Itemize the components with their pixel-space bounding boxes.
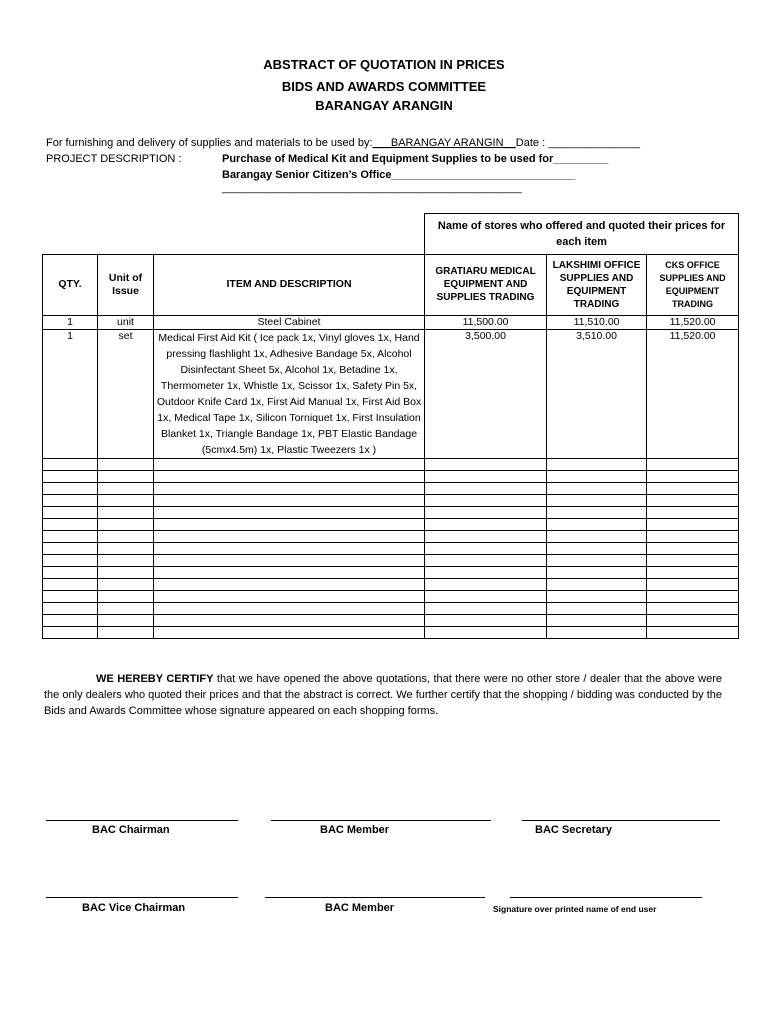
row-unit: unit [98,315,154,329]
column-header-row [43,254,739,315]
row-price-3: 11,520.00 [647,329,739,458]
signature-line [522,820,720,821]
bac-chairman-label: BAC Chairman [92,824,170,836]
row-price-3: 11,520.00 [647,315,739,329]
furnish-by: ___BARANGAY ARANGIN__ [372,137,516,149]
empty-row [43,542,739,554]
row-qty: 1 [43,315,98,329]
col-unit: Unit of Issue [98,254,154,315]
signature-line [271,820,491,821]
document-title: ABSTRACT OF QUOTATION IN PRICES [263,57,505,72]
row-unit: set [98,329,154,458]
col-qty: QTY. [43,254,98,315]
col-item: ITEM AND DESCRIPTION [154,254,425,315]
empty-row [43,470,739,482]
stores-header-row [43,214,739,255]
row-price-1: 11,500.00 [425,315,547,329]
furnish-prefix: For furnishing and delivery of supplies and materials to be used by: [46,137,373,149]
signature-line [46,820,238,821]
project-label: PROJECT DESCRIPTION : [46,153,182,165]
certification-paragraph [44,671,722,719]
signature-line [46,897,238,898]
date-label: Date : _______________ [515,137,640,149]
stores-header: Name of stores who offered and quoted their prices for each item [425,214,739,255]
empty-row [43,518,739,530]
bac-secretary-label: BAC Secretary [535,824,613,836]
empty-row [43,482,739,494]
empty-row [43,590,739,602]
row-price-2: 11,510.00 [547,315,647,329]
empty-row [43,566,739,578]
certify-lead: WE HEREBY CERTIFY [96,673,214,685]
signature-line [510,897,702,898]
end-user-label: Signature over printed name of end user [493,904,657,914]
table-row [43,329,739,458]
empty-row [43,494,739,506]
project-line-1: Purchase of Medical Kit and Equipment Supplies to be used for_________ [222,153,609,165]
barangay-title: BARANGAY ARANGIN [315,98,453,113]
empty-row [43,458,739,470]
table-row [43,315,739,329]
empty-row [43,614,739,626]
row-qty: 1 [43,329,98,458]
quotation-table [42,213,739,639]
empty-row [43,602,739,614]
col-store-1: GRATIARU MEDICAL EQUIPMENT AND SUPPLIES TRADING [425,254,547,315]
empty-row [43,530,739,542]
row-item: Medical First Aid Kit ( Ice pack 1x, Vinyl gloves 1x, Hand pressing flashlight 1x, Adhesive Bandage 5x, Alcohol Disinfectant Sheet 5x, Alcohol 1x, Betadine 1x, Thermometer 1x, Whistle 1x, Scissor 1x, Safety Pin 5x, Outdoor Knife Card 1x, First Aid Manual 1x, First Aid Box 1x, Medical Tape 1x, Silicon Torniquet 1x, First Insulation Blanket 1x, Triangle Bandage 1x, PBT Elastic Bandage (5cmx4.5m) 1x, Plastic Tweezers 1x ) [154,329,425,458]
row-item: Steel Cabinet [154,315,425,329]
col-store-2: LAKSHIMI OFFICE SUPPLIES AND EQUIPMENT TRADING [547,254,647,315]
project-line-2: Barangay Senior Citizen’s Office______________________________ [222,169,576,181]
row-price-2: 3,510.00 [547,329,647,458]
bac-member-label: BAC Member [325,902,395,914]
bac-member-label: BAC Member [320,824,390,836]
furnish-line [46,137,640,149]
empty-row [43,578,739,590]
signature-line [265,897,485,898]
bac-vice-chairman-label: BAC Vice Chairman [82,902,186,914]
empty-row [43,554,739,566]
row-price-1: 3,500.00 [425,329,547,458]
certify-text: that we have opened the above quotations, that there were no other store / dealer that the above were the only dealers who quoted their prices and that the abstract is correct. We further certify that the shopping / bidding was conducted by the Bids and Awards Committee whose signature appeared on each shopping forms. [44,673,723,717]
col-store-3: CKS OFFICE SUPPLIES AND EQUIPMENT TRADING [647,254,739,315]
empty-row [43,626,739,638]
empty-row [43,506,739,518]
project-line-3: _________________________________________________ [222,182,522,194]
committee-title: BIDS AND AWARDS COMMITTEE [281,79,487,94]
